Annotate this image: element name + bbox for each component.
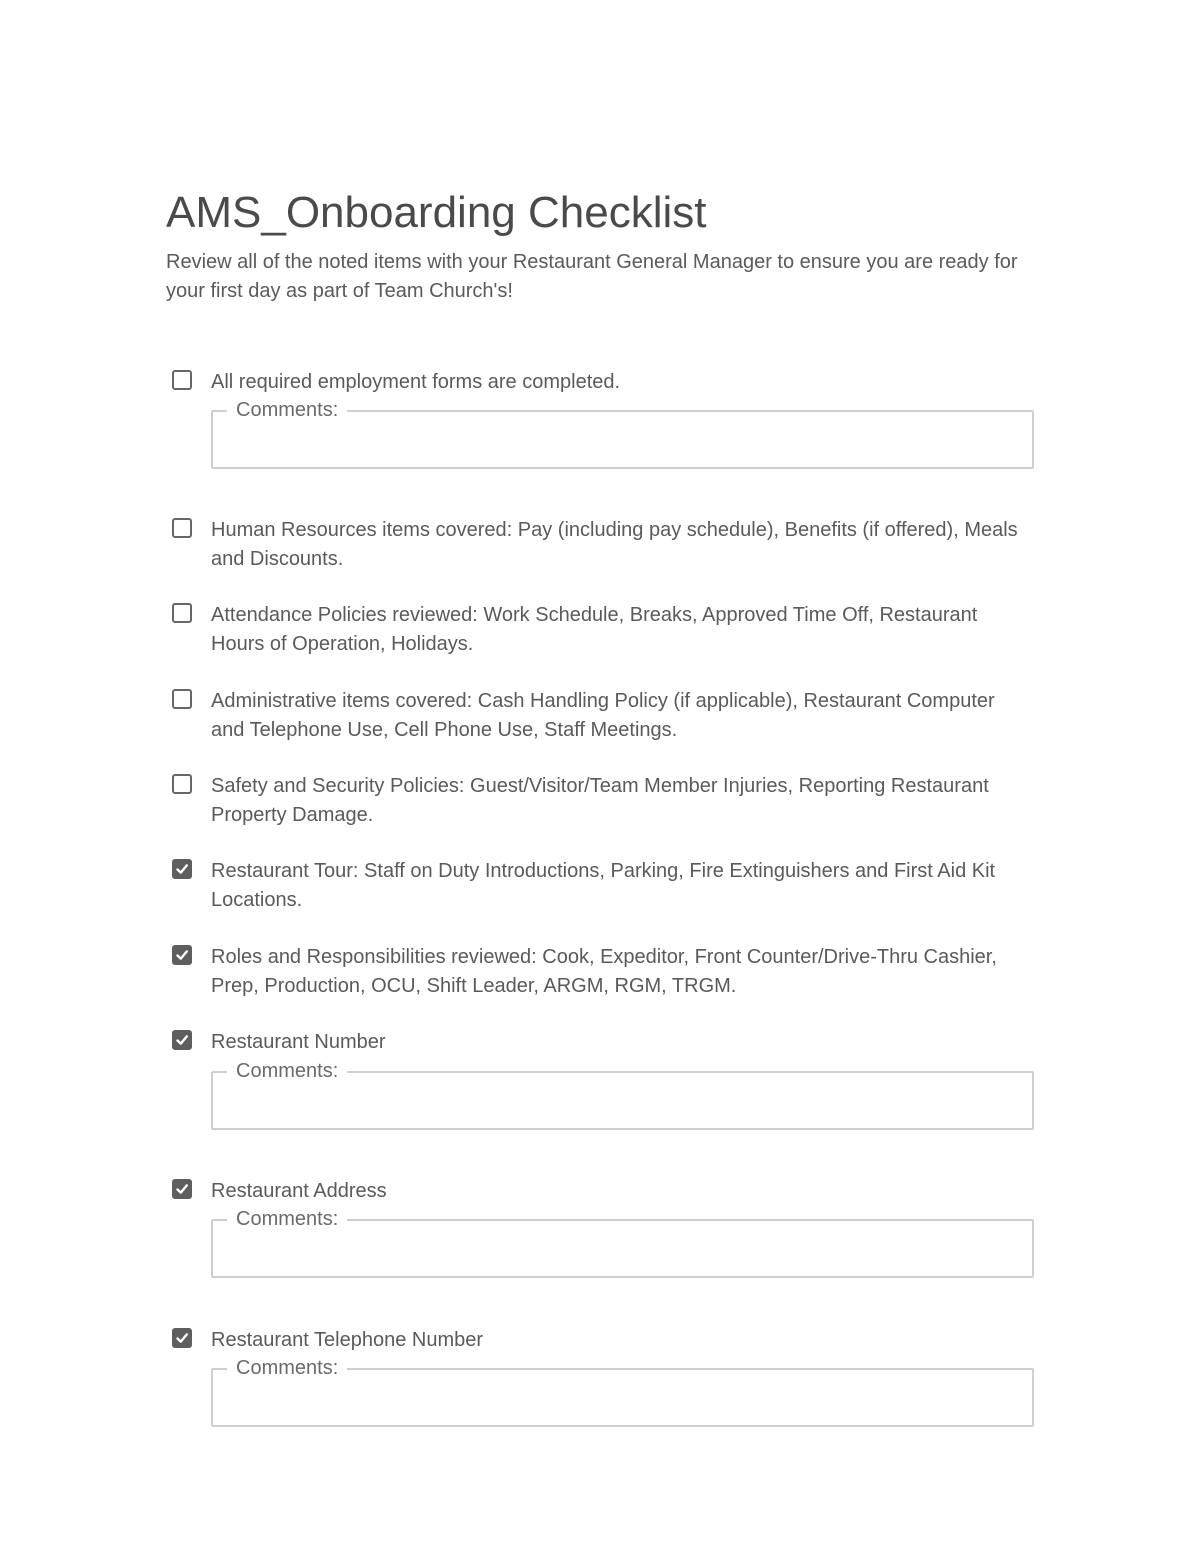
checklist-item-label: All required employment forms are completed. [211,371,621,393]
check-icon [175,1182,189,1196]
page-intro: Review all of the noted items with your Restaurant General Manager to ensure you are ready for your first day as part of Team Church's! [166,251,1018,302]
checkbox-safety-security[interactable] [172,774,192,794]
checkbox-employment-forms[interactable] [172,370,192,390]
checkbox-restaurant-tour[interactable] [172,859,192,879]
check-icon [175,862,189,876]
comments-field-restaurant-address[interactable] [211,1208,1034,1278]
checkbox-restaurant-number[interactable] [172,1030,192,1050]
checklist-item-label: Restaurant Tour: Staff on Duty Introductions, Parking, Fire Extinguishers and First Aid Kit Locations. [211,860,996,911]
checkbox-administrative[interactable] [172,689,192,709]
checklist-item-label: Human Resources items covered: Pay (including pay schedule), Benefits (if offered), Meals and Discounts. [211,519,1018,570]
checklist-item-label: Restaurant Telephone Number [211,1329,484,1351]
check-icon [175,948,189,962]
checkbox-human-resources[interactable] [172,518,192,538]
checklist-item-label: Administrative items covered: Cash Handling Policy (if applicable), Restaurant Computer and Telephone Use, Cell Phone Use, Staff Meetings. [211,690,995,741]
checklist-item-label: Restaurant Address [211,1180,387,1202]
checklist-item-label: Roles and Responsibilities reviewed: Cook, Expeditor, Front Counter/Drive-Thru Cashier, Prep, Production, OCU, Shift Leader, ARGM, RGM, TRGM. [211,946,997,997]
comments-field-employment-forms[interactable] [211,399,1034,469]
check-icon [175,1331,189,1345]
check-icon [175,1033,189,1047]
checkbox-restaurant-telephone[interactable] [172,1328,192,1348]
comments-label: Comments: [227,1356,347,1380]
checkbox-roles-responsibilities[interactable] [172,945,192,965]
checkbox-restaurant-address[interactable] [172,1179,192,1199]
checklist-item-label: Attendance Policies reviewed: Work Schedule, Breaks, Approved Time Off, Restaurant Hours of Operation, Holidays. [211,604,978,655]
comments-field-restaurant-telephone[interactable] [211,1357,1034,1427]
comments-label: Comments: [227,1207,347,1231]
checklist-item-label: Safety and Security Policies: Guest/Visitor/Team Member Injuries, Reporting Restaurant Property Damage. [211,775,989,826]
comments-label: Comments: [227,398,347,422]
checklist-item-label: Restaurant Number [211,1031,386,1053]
page-title: AMS_Onboarding Checklist [166,188,707,237]
checkbox-attendance-policies[interactable] [172,603,192,623]
comments-label: Comments: [227,1059,347,1083]
comments-field-restaurant-number[interactable] [211,1060,1034,1130]
